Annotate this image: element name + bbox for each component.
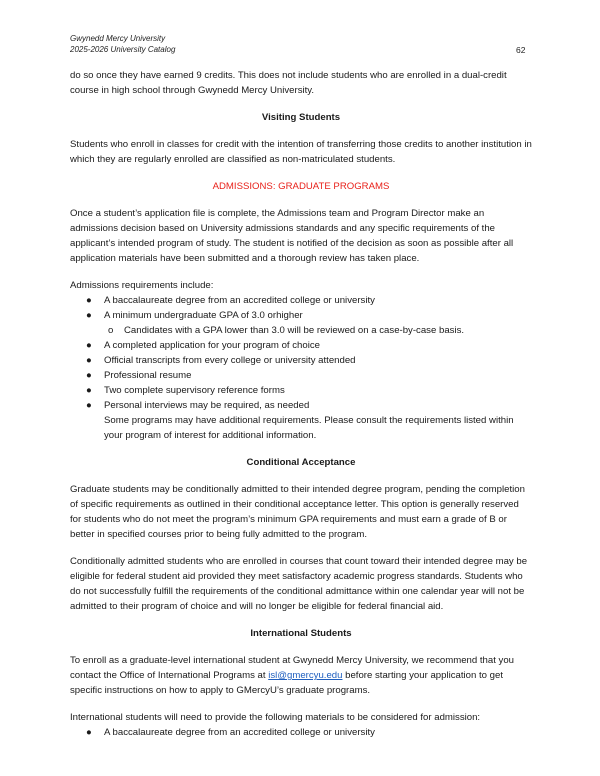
- running-header: [70, 33, 175, 55]
- list-item: ● Professional resume: [86, 370, 192, 381]
- email-link[interactable]: isl@gmercyu.edu: [268, 670, 343, 681]
- materials-intro: International students will need to provide the following materials to be considered for admission:: [70, 712, 481, 723]
- bullet-icon: ●: [86, 355, 92, 366]
- bullet-icon: ●: [86, 295, 92, 306]
- list-item: ● A minimum undergraduate GPA of 3.0 orhigher: [86, 310, 303, 321]
- international-heading: International Students: [250, 628, 352, 639]
- list-item: ● Personal interviews may be required, as needed: [86, 400, 310, 411]
- page-body: [70, 68, 532, 740]
- list-item: ● A baccalaureate degree from an accredited college or university: [86, 295, 375, 306]
- list-item: ● Official transcripts from every college or university attended: [86, 355, 356, 366]
- conditional-paragraph-2: Conditionally admitted students who are enrolled in courses that count toward their intended degree may be eligible for federal student aid provided they meet satisfactory academic progress standards. Students who do not successfully fulfill the requirements of the conditional admittance within one calendar year will not be admitted to their program of choice and will no longer be eligible for federal financial aid.: [70, 556, 528, 612]
- graduate-heading: ADMISSIONS: GRADUATE PROGRAMS: [212, 181, 390, 192]
- page-number: 62: [516, 45, 526, 55]
- requirements-note: Some programs may have additional requirements. Please consult the requirements listed within your program of interest for additional information.: [104, 415, 514, 441]
- requirements-list: [70, 293, 532, 413]
- conditional-heading: Conditional Acceptance: [246, 457, 356, 468]
- header-catalog: 2025-2026 University Catalog: [70, 45, 176, 54]
- graduate-paragraph: Once a student’s application file is complete, the Admissions team and Program Director make an admissions decision based on University admissions standards and any specific requirements of the applicant’s intended program of study. The student is notified of the decision as soon as possible after all application materials have been submitted and a thorough review has taken place.: [70, 208, 514, 264]
- conditional-paragraph-1: Graduate students may be conditionally admitted to their intended degree program, pending the completion of specific requirements as outlined in their conditional acceptance letter. This option is generally reserved for students who do not meet the program’s minimum GPA requirements and must earn a grade of B or better in specified courses prior to being fully admitted to the program.: [70, 484, 525, 540]
- hollow-bullet-icon: o: [108, 325, 114, 336]
- intro-paragraph: do so once they have earned 9 credits. This does not include students who are enrolled in a dual-credit course in high school through Gwynedd Mercy University.: [70, 70, 507, 96]
- list-item: ● A completed application for your program of choice: [86, 340, 320, 351]
- requirements-intro: Admissions requirements include:: [70, 280, 214, 291]
- international-paragraph: To enroll as a graduate-level international student at Gwynedd Mercy University, we recommend that you contact the Office of International Programs at isl@gmercyu.edu before starting your application to get specific instructions on how to apply to GMercyU’s graduate programs.: [70, 655, 515, 696]
- bullet-icon: ●: [86, 727, 92, 738]
- bullet-icon: ●: [86, 400, 92, 411]
- header-university: Gwynedd Mercy University: [70, 34, 166, 43]
- materials-list: [70, 725, 532, 740]
- bullet-icon: ●: [86, 370, 92, 381]
- bullet-icon: ●: [86, 310, 92, 321]
- bullet-icon: ●: [86, 385, 92, 396]
- bullet-icon: ●: [86, 340, 92, 351]
- list-item: ● A baccalaureate degree from an accredited college or university: [86, 727, 375, 738]
- list-item: ● Two complete supervisory reference forms: [86, 385, 285, 396]
- visiting-heading: Visiting Students: [261, 112, 341, 123]
- visiting-paragraph: Students who enroll in classes for credit with the intention of transferring those credits to another institution in which they are regularly enrolled are classified as non-matriculated students.: [70, 139, 532, 165]
- sub-list-item: o Candidates with a GPA lower than 3.0 will be reviewed on a case-by-case basis.: [108, 325, 465, 336]
